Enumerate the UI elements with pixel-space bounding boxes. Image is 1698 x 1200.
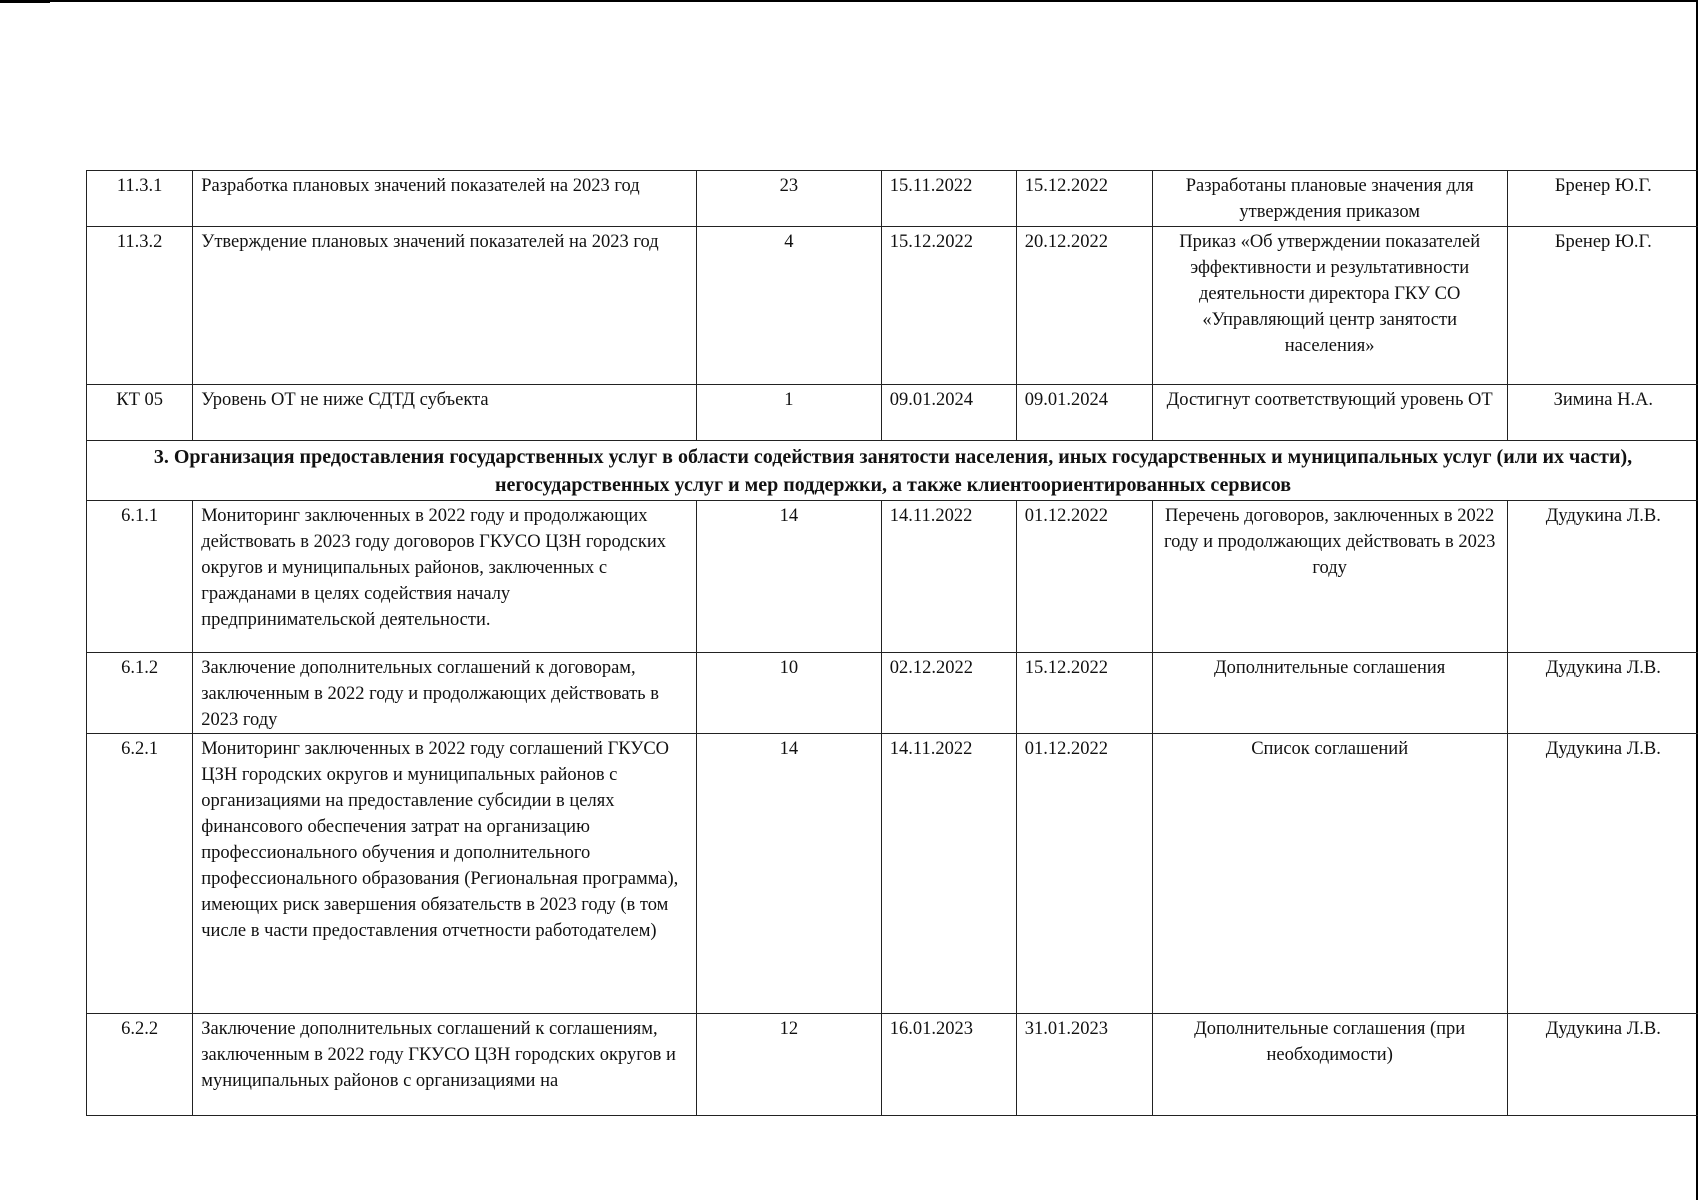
expected-result: Перечень договоров, заключенных в 2022 году и продолжающих действовать в 2023 году — [1152, 501, 1507, 653]
task-description: Разработка плановых значений показателей на 2023 год — [193, 171, 697, 227]
responsible-person: Бренер Ю.Г. — [1507, 171, 1698, 227]
row-number: 11.3.2 — [87, 227, 193, 385]
table-row — [87, 501, 1698, 653]
duration-days: 4 — [696, 227, 881, 385]
task-description: Мониторинг заключенных в 2022 году соглашений ГКУСО ЦЗН городских округов и муниципальных районов с организациями на предоставление субсидии в целях финансового обеспечения затрат на организацию профессионального обучения и дополнительного профессионального образования (Региональная программа), имеющих риск завершения обязательств в 2023 году (в том числе в части предоставления отчетности работодателем) — [193, 734, 697, 1014]
expected-result: Приказ «Об утверждении показателей эффективности и результативности деятельности директора ГКУ СО «Управляющий центр занятости населения» — [1152, 227, 1507, 385]
task-description: Заключение дополнительных соглашений к соглашениям, заключенным в 2022 году ГКУСО ЦЗН городских округов и муниципальных районов с организациями на — [193, 1014, 697, 1116]
duration-days: 1 — [696, 385, 881, 441]
row-number: 6.1.1 — [87, 501, 193, 653]
row-number: 11.3.1 — [87, 171, 193, 227]
duration-days: 23 — [696, 171, 881, 227]
end-date: 01.12.2022 — [1016, 501, 1152, 653]
duration-days: 10 — [696, 653, 881, 734]
start-date: 09.01.2024 — [881, 385, 1016, 441]
responsible-person: Дудукина Л.В. — [1507, 1014, 1698, 1116]
expected-result: Дополнительные соглашения — [1152, 653, 1507, 734]
responsible-person: Дудукина Л.В. — [1507, 501, 1698, 653]
table-row — [87, 385, 1698, 441]
responsible-person: Дудукина Л.В. — [1507, 734, 1698, 1014]
start-date: 14.11.2022 — [881, 734, 1016, 1014]
row-number: КТ 05 — [87, 385, 193, 441]
end-date: 09.01.2024 — [1016, 385, 1152, 441]
table-row — [87, 653, 1698, 734]
start-date: 02.12.2022 — [881, 653, 1016, 734]
row-number: 6.1.2 — [87, 653, 193, 734]
task-description: Утверждение плановых значений показателей на 2023 год — [193, 227, 697, 385]
scan-corner-mark — [0, 0, 50, 3]
task-description: Уровень ОТ не ниже СДТД субъекта — [193, 385, 697, 441]
end-date: 15.12.2022 — [1016, 653, 1152, 734]
table-row — [87, 734, 1698, 1014]
end-date: 20.12.2022 — [1016, 227, 1152, 385]
start-date: 15.11.2022 — [881, 171, 1016, 227]
responsible-person: Дудукина Л.В. — [1507, 653, 1698, 734]
table-row — [87, 171, 1698, 227]
row-number: 6.2.1 — [87, 734, 193, 1014]
task-description: Заключение дополнительных соглашений к договорам, заключенным в 2022 году и продолжающих действовать в 2023 году — [193, 653, 697, 734]
table-row — [87, 1014, 1698, 1116]
task-description: Мониторинг заключенных в 2022 году и продолжающих действовать в 2023 году договоров ГКУСО ЦЗН городских округов и муниципальных районов, заключенных с гражданами в целях содействия началу предпринимательской деятельности. — [193, 501, 697, 653]
row-number: 6.2.2 — [87, 1014, 193, 1116]
start-date: 15.12.2022 — [881, 227, 1016, 385]
table-row — [87, 227, 1698, 385]
start-date: 16.01.2023 — [881, 1014, 1016, 1116]
start-date: 14.11.2022 — [881, 501, 1016, 653]
end-date: 01.12.2022 — [1016, 734, 1152, 1014]
section-heading: 3. Организация предоставления государственных услуг в области содействия занятости населения, иных государственных и муниципальных услуг (или их части), негосударственных услуг и мер поддержки, а также клиентоориентированных сервисов — [87, 441, 1698, 501]
expected-result: Дополнительные соглашения (при необходимости) — [1152, 1014, 1507, 1116]
duration-days: 14 — [696, 734, 881, 1014]
responsible-person: Бренер Ю.Г. — [1507, 227, 1698, 385]
expected-result: Список соглашений — [1152, 734, 1507, 1014]
expected-result: Разработаны плановые значения для утверждения приказом — [1152, 171, 1507, 227]
expected-result: Достигнут соответствующий уровень ОТ — [1152, 385, 1507, 441]
end-date: 15.12.2022 — [1016, 171, 1152, 227]
responsible-person: Зимина Н.А. — [1507, 385, 1698, 441]
section-heading-row — [87, 441, 1698, 501]
end-date: 31.01.2023 — [1016, 1014, 1152, 1116]
duration-days: 14 — [696, 501, 881, 653]
duration-days: 12 — [696, 1014, 881, 1116]
scan-top-edge — [0, 0, 1698, 2]
work-plan-table — [86, 170, 1698, 1116]
